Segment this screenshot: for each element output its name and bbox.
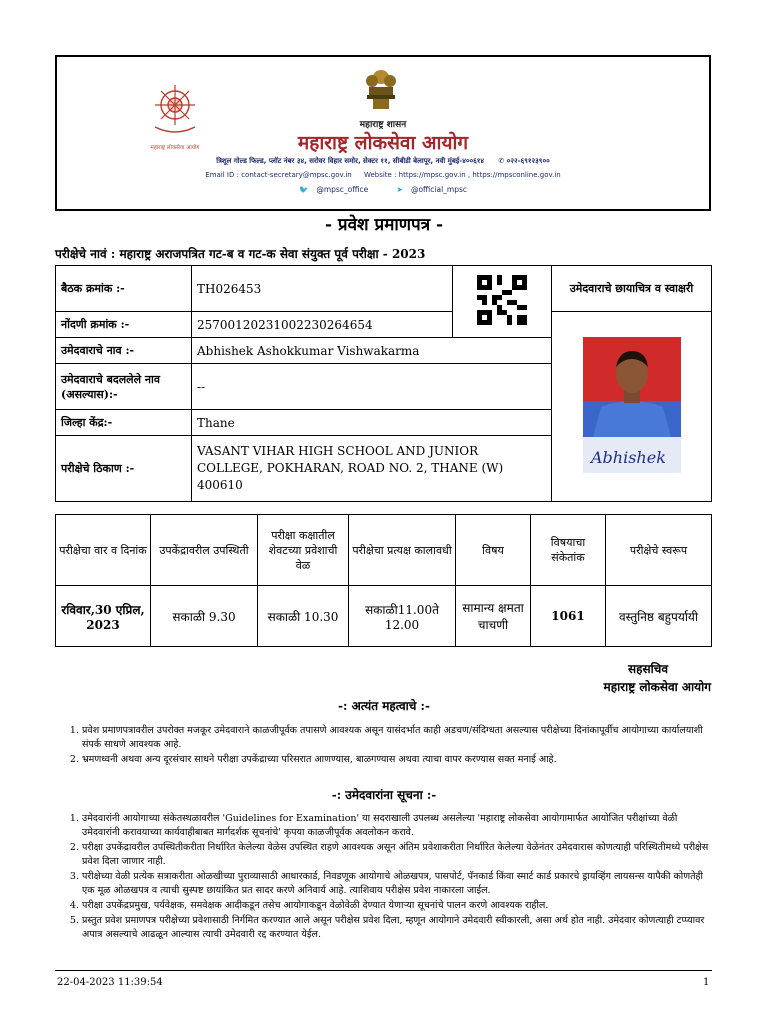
subject-value: सामान्य क्षमता चाचणी xyxy=(456,586,531,647)
print-timestamp: 22-04-2023 11:39:54 xyxy=(57,977,163,988)
header-box xyxy=(55,55,711,211)
signatory-designation: सहसचिव xyxy=(628,662,668,676)
registration-number-label: नोंदणी क्रमांक :- xyxy=(56,312,192,338)
schedule-header: विषय xyxy=(456,515,531,586)
district-center-value: Thane xyxy=(192,410,552,436)
telegram-handle: @official_mpsc xyxy=(410,185,468,194)
left-logo-caption: महाराष्ट्र लोकसेवा आयोग xyxy=(150,145,200,151)
qr-code-icon xyxy=(477,275,527,325)
website-text: Website : https://mpsc.gov.in , https://mpsconline.gov.in xyxy=(363,171,561,179)
list-item: 2. भ्रमणध्वनी अथवा अन्य दूरसंचार साधने परीक्षा उपकेंद्राच्या परिसरात आणण्यास, बाळगण्यास अथवा त्याचा वापर करण्यास सक्त मनाई आहे. xyxy=(82,753,716,767)
photo-heading: उमेदवाराचे छायाचित्र व स्वाक्षरी xyxy=(552,266,712,312)
exam-duration-value: सकाळी11.00ते 12.00 xyxy=(349,586,456,647)
changed-name-value: -- xyxy=(192,364,552,410)
list-item: 5. प्रस्तुत प्रवेश प्रमाणपत्र परीक्षेच्या प्रवेशासाठी निर्गमित करण्यात आले असून परीक्षेस प्रवेश दिला, म्हणून आयोगाने उमेदवारी स्वीकारली, असा अर्थ होत नाही. उमेदवार कोणत्याही टप्प्यावर अपात्र असल्याचे आढळून आल्यास त्याची उमेदवारी रद्द करण्यात येईल. xyxy=(82,914,716,942)
schedule-header: परीक्षेचा वार व दिनांक xyxy=(56,515,151,586)
contact-line xyxy=(57,171,709,179)
important-list xyxy=(56,724,716,768)
district-center-label: जिल्हा केंद्र:- xyxy=(56,410,192,436)
photo-cell xyxy=(552,312,712,502)
list-item: 1. उमेदवारांनी आयोगाच्या संकेतस्थळावरील 'Guidelines for Examination' या सदराखाली उपलब्ध असलेल्या 'महाराष्ट्र लोकसेवा आयोगामार्फत आयोजित परीक्षांच्या वेळी उमेदवारांनी करावयाच्या कार्यवाहीबाबत मार्गदर्शक सूचनांचे' कृपया काळजीपूर्वक अवलोकन करावे. xyxy=(82,812,716,840)
changed-name-label: उमेदवाराचे बदललेले नाव (असल्यास):- xyxy=(56,364,192,410)
schedule-table xyxy=(55,514,712,647)
signatory-organization: महाराष्ट्र लोकसेवा आयोग xyxy=(603,680,711,694)
schedule-header: परीक्षेचा प्रत्यक्ष कालावधी xyxy=(349,515,456,586)
list-item: 2. परीक्षा उपकेंद्रावरील उपस्थितीकरीता निर्धारित केलेल्या वेळेस उपस्थित राहणे आवश्यक असून अंतिम प्रवेशाकरीता निर्धारित केलेल्या वेळेनंतर उमेदवारास कोणत्याही परिस्थितीमध्ये परीक्षेस प्रवेश दिला जाणार नाही. xyxy=(82,841,716,869)
list-item: 4. परीक्षा उपकेंद्रप्रमुख, पर्यवेक्षक, समवेक्षक आदीकडून तसेच आयोगाकडून वेळोवेळी देण्यात येणाऱ्या सूचनांचे पालन करणे आवश्यक राहील. xyxy=(82,899,716,913)
telegram-icon: ➤ xyxy=(396,185,403,194)
schedule-header: परीक्षेचे स्वरूप xyxy=(606,515,712,586)
last-entry-time-value: सकाळी 10.30 xyxy=(258,586,349,647)
national-emblem-icon xyxy=(363,67,399,113)
registration-number-value: 25700120231002230264654 xyxy=(192,312,453,338)
candidate-name-label: उमेदवाराचे नाव :- xyxy=(56,338,192,364)
seat-number-value: TH026453 xyxy=(192,266,453,312)
gov-label: महाराष्ट्र शासन xyxy=(359,120,407,130)
seat-number-label: बैठक क्रमांक :- xyxy=(56,266,192,312)
exam-venue-value: VASANT VIHAR HIGH SCHOOL AND JUNIOR COLLEGE, POKHARAN, ROAD NO. 2, THANE (W) 400610 xyxy=(192,436,552,502)
footer-divider xyxy=(55,970,712,971)
exam-date-value: रविवार,30 एप्रिल, 2023 xyxy=(56,586,151,647)
commission-title: महाराष्ट्र लोकसेवा आयोग xyxy=(297,132,469,154)
address-text: त्रिशूल गोल्ड फिल्ड, प्लॉट नंबर ३४, सरोवर विहार समोर, सेक्टर ११, सीबीडी बेलापूर, नवी मुंबई-४००६१४ xyxy=(216,157,485,165)
exam-venue-label: परीक्षेचे ठिकाण :- xyxy=(56,436,192,502)
attendance-time-value: सकाळी 9.30 xyxy=(151,586,258,647)
twitter-handle: @mpsc_office xyxy=(316,185,369,194)
instructions-title: -: उमेदवारांना सूचना :- xyxy=(331,788,437,802)
document-title: - प्रवेश प्रमाणपत्र - xyxy=(324,215,444,235)
exam-name: परीक्षेचे नावं : महाराष्ट्र अराजपत्रित गट-ब व गट-क सेवा संयुक्त पूर्व परीक्षा - 2023 xyxy=(55,247,426,261)
email-text: Email ID : contact-secretary@mpsc.gov.in xyxy=(205,171,352,179)
phone-text: ०२२-६९१२३९०० xyxy=(506,157,550,165)
phone-icon: ✆ xyxy=(498,157,505,165)
candidate-name-value: Abhishek Ashokkumar Vishwakarma xyxy=(192,338,552,364)
social-line xyxy=(57,185,709,194)
twitter-icon: 🐦 xyxy=(298,185,309,194)
important-title: -: अत्यंत महत्वाचे :- xyxy=(338,699,430,713)
schedule-header: विषयाचा संकेतांक xyxy=(531,515,606,586)
list-item: 1. प्रवेश प्रमाणपत्रावरील उपरोक्त मजकूर उमेदवाराने काळजीपूर्वक तपासणे आवश्यक असून यासंदर्भात काही अडचण/संदिग्धता असल्यास परीक्षेच्या दिनांकापूर्वीच आयोगाच्या कार्यालयाशी संपर्क साधणे आवश्यक आहे. xyxy=(82,724,716,752)
subject-code-value: 1061 xyxy=(531,586,606,647)
page-number: 1 xyxy=(703,977,710,988)
address-line xyxy=(57,157,709,166)
instructions-list xyxy=(56,812,716,943)
candidate-photo xyxy=(583,337,681,473)
signature-text: Abhishek xyxy=(590,448,666,467)
qr-code-cell xyxy=(453,266,552,338)
candidate-table xyxy=(55,265,712,502)
exam-format-value: वस्तुनिष्ठ बहुपर्यायी xyxy=(606,586,712,647)
schedule-header: परीक्षा कक्षातील शेवटच्या प्रवेशाची वेळ xyxy=(258,515,349,586)
schedule-header: उपकेंद्रावरील उपस्थिती xyxy=(151,515,258,586)
list-item: 3. परीक्षेच्या वेळी प्रत्येक सत्राकरीता ओळखीच्या पुराव्यासाठी आधारकार्ड, निवडणूक आयोगाचे ओळखपत्र, पासपोर्ट, पॅनकार्ड किंवा स्मार्ट कार्ड प्रकारचे ड्रायव्हिंग लायसन्स यापैकी कोणतेही एक मूळ ओळखपत्र व त्याची सुस्पष्ट छायांकित प्रत सादर करणे अनिवार्य आहे. त्याशिवाय परीक्षेस प्रवेश नाकारला जाईल. xyxy=(82,870,716,898)
